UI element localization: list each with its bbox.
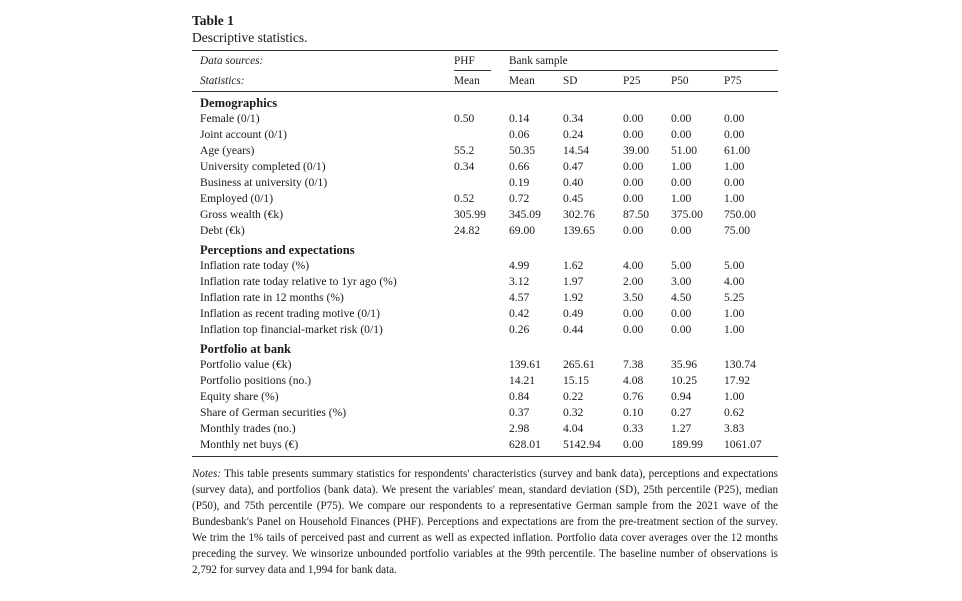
table-cell: 39.00 [623, 144, 650, 157]
table-cell: 0.00 [724, 112, 745, 125]
table-row [192, 306, 778, 322]
table-cell: 1.00 [724, 390, 745, 403]
table-cell: 15.15 [563, 374, 590, 387]
notes-label: Notes: [192, 468, 221, 480]
table-cell: 0.37 [509, 406, 530, 419]
table-cell: 1061.07 [724, 438, 762, 451]
row-label: Inflation rate in 12 months (%) [200, 291, 344, 304]
table-cell: 1.92 [563, 291, 584, 304]
table-row [192, 437, 778, 453]
table-cell: 0.44 [563, 323, 584, 336]
col-header-phf-mean: Mean [454, 75, 480, 87]
table-cell: 1.62 [563, 259, 584, 272]
table-cell: 0.42 [509, 307, 530, 320]
table-cell: 0.62 [724, 406, 745, 419]
table-cell: 0.00 [724, 128, 745, 141]
row-label: Monthly trades (no.) [200, 422, 296, 435]
table-cell: 1.00 [671, 192, 692, 205]
section-heading: Demographics [200, 96, 278, 110]
table-cell: 375.00 [671, 208, 703, 221]
table-cell: 17.92 [724, 374, 751, 387]
table-cell: 3.50 [623, 291, 644, 304]
table-cell: 0.32 [563, 406, 584, 419]
table-cell: 189.99 [671, 438, 703, 451]
table-row [192, 405, 778, 421]
table-cell: 0.14 [509, 112, 530, 125]
table-cell: 4.57 [509, 291, 530, 304]
bank-sample-header: Bank sample [509, 55, 568, 67]
table-cell: 345.09 [509, 208, 541, 221]
row-label: Debt (€k) [200, 224, 245, 237]
table-cell: 0.10 [623, 406, 644, 419]
row-label: Equity share (%) [200, 390, 279, 403]
table-cell: 750.00 [724, 208, 756, 221]
table-cell: 1.00 [671, 160, 692, 173]
table-cell: 75.00 [724, 224, 751, 237]
row-label: Inflation as recent trading motive (0/1) [200, 307, 380, 320]
row-label: Joint account (0/1) [200, 128, 287, 141]
table-cell: 139.65 [563, 224, 595, 237]
table-cell: 0.33 [623, 422, 644, 435]
table-cell: 0.66 [509, 160, 530, 173]
table-cell: 1.97 [563, 275, 584, 288]
table-row [192, 191, 778, 207]
table-container [192, 12, 778, 578]
table-cell: 0.24 [563, 128, 584, 141]
table-cell: 0.45 [563, 192, 584, 205]
table-cell: 628.01 [509, 438, 541, 451]
table-title: Table 1 [192, 13, 234, 28]
row-label: Portfolio positions (no.) [200, 374, 312, 387]
header-row-sources [192, 51, 778, 71]
col-header-p25: P25 [623, 75, 641, 87]
table-cell: 0.34 [454, 160, 475, 173]
table-cell: 0.00 [724, 176, 745, 189]
table-cell: 0.49 [563, 307, 584, 320]
row-label: Gross wealth (€k) [200, 208, 284, 221]
table-cell: 0.00 [671, 176, 692, 189]
table-cell: 35.96 [671, 358, 698, 371]
table-row [192, 322, 778, 338]
table-cell: 0.00 [623, 323, 644, 336]
row-label: Portfolio value (€k) [200, 358, 292, 371]
table-cell: 5.00 [724, 259, 745, 272]
table-cell: 1.00 [724, 307, 745, 320]
section-heading: Portfolio at bank [200, 342, 291, 356]
table-cell: 0.00 [671, 128, 692, 141]
table-cell: 4.99 [509, 259, 530, 272]
table-cell: 0.22 [563, 390, 584, 403]
table-cell: 265.61 [563, 358, 595, 371]
table-cell: 0.00 [623, 128, 644, 141]
table-cell: 0.00 [623, 224, 644, 237]
table-cell: 4.08 [623, 374, 644, 387]
table-cell: 61.00 [724, 144, 751, 157]
table-cell: 0.72 [509, 192, 530, 205]
table-cell: 2.98 [509, 422, 530, 435]
table-row [192, 223, 778, 239]
col-header-p75: P75 [724, 75, 742, 87]
row-label: Female (0/1) [200, 112, 260, 125]
col-header-p50: P50 [671, 75, 689, 87]
table-cell: 3.83 [724, 422, 745, 435]
table-cell: 4.00 [724, 275, 745, 288]
table-cell: 69.00 [509, 224, 536, 237]
data-sources-label: Data sources: [200, 55, 264, 67]
phf-header: PHF [454, 55, 475, 67]
table-cell: 0.00 [671, 112, 692, 125]
table-cell: 0.00 [671, 224, 692, 237]
bottom-rule [192, 456, 778, 457]
table-cell: 0.27 [671, 406, 692, 419]
table-cell: 14.21 [509, 374, 536, 387]
table-cell: 0.84 [509, 390, 530, 403]
table-row [192, 127, 778, 143]
table-row [192, 373, 778, 389]
table-cell: 50.35 [509, 144, 536, 157]
row-label: Share of German securities (%) [200, 406, 347, 419]
table-cell: 87.50 [623, 208, 650, 221]
table-row [192, 357, 778, 373]
table-row [192, 389, 778, 405]
table-cell: 5.00 [671, 259, 692, 272]
table-row [192, 175, 778, 191]
table-cell: 130.74 [724, 358, 756, 371]
table-cell: 1.27 [671, 422, 692, 435]
table-cell: 0.00 [623, 160, 644, 173]
table-row [192, 111, 778, 127]
table-cell: 0.00 [623, 438, 644, 451]
row-label: Employed (0/1) [200, 192, 274, 205]
table-row [192, 159, 778, 175]
table-cell: 1.00 [724, 160, 745, 173]
table-cell: 0.00 [671, 307, 692, 320]
table-row [192, 143, 778, 159]
table-cell: 51.00 [671, 144, 698, 157]
table-cell: 0.34 [563, 112, 584, 125]
table-cell: 139.61 [509, 358, 541, 371]
table-cell: 0.26 [509, 323, 530, 336]
table-cell: 0.40 [563, 176, 584, 189]
table-row [192, 290, 778, 306]
row-label: University completed (0/1) [200, 160, 326, 173]
notes-text: This table presents summary statistics for respondents' characteristics (survey and bank data), perceptions and expectations (survey data), and portfolios (bank data). We present the variables' mean, standard deviation (SD), 25th percentile (P25), median (P50), and 75th percentile (P75). We compare our respondents to a representative German sample from the 2021 wave of the Bundesbank's Panel on Household Finances (PHF). Perceptions and expectations are from the pre-treatment section of the survey. We trim the 1% tails of perceived past and current as well as expected inflation. Portfolio data cover averages over the 12 months preceding the survey. We winsorize unbounded portfolio variables at the 99th percentile. The baseline number of observations is 2,792 for survey data and 1,994 for bank data. [192, 468, 778, 576]
table-cell: 0.00 [623, 307, 644, 320]
table-cell: 55.2 [454, 144, 475, 157]
row-label: Inflation rate today (%) [200, 259, 310, 272]
table-cell: 2.00 [623, 275, 644, 288]
table-cell: 0.00 [623, 112, 644, 125]
table-cell: 7.38 [623, 358, 644, 371]
table-cell: 5.25 [724, 291, 745, 304]
section-heading: Perceptions and expectations [200, 243, 355, 257]
table-cell: 0.00 [623, 176, 644, 189]
table-cell: 4.00 [623, 259, 644, 272]
table-caption: Descriptive statistics. [192, 30, 308, 45]
table-cell: 0.19 [509, 176, 530, 189]
table-cell: 4.04 [563, 422, 584, 435]
table-row [192, 258, 778, 274]
table-row [192, 274, 778, 290]
table-row [192, 207, 778, 223]
table-cell: 4.50 [671, 291, 692, 304]
table-cell: 0.47 [563, 160, 584, 173]
col-header-sd: SD [563, 75, 578, 87]
table-cell: 0.76 [623, 390, 644, 403]
table-body [192, 95, 778, 453]
table-cell: 24.82 [454, 224, 481, 237]
table-notes [192, 466, 778, 578]
table-cell: 10.25 [671, 374, 698, 387]
table-cell: 0.00 [623, 192, 644, 205]
table-cell: 0.50 [454, 112, 475, 125]
table-row [192, 421, 778, 437]
statistics-label: Statistics: [200, 75, 245, 87]
table-cell: 3.12 [509, 275, 530, 288]
header-row-statistics [192, 71, 778, 91]
row-label: Inflation rate today relative to 1yr ago (%) [200, 275, 397, 288]
table-cell: 302.76 [563, 208, 595, 221]
table-cell: 0.52 [454, 192, 475, 205]
table-cell: 0.06 [509, 128, 530, 141]
table-cell: 14.54 [563, 144, 590, 157]
row-label: Business at university (0/1) [200, 176, 328, 189]
table-cell: 305.99 [454, 208, 486, 221]
table-cell: 0.94 [671, 390, 692, 403]
table-cell: 1.00 [724, 323, 745, 336]
row-label: Inflation top financial-market risk (0/1) [200, 323, 383, 336]
col-header-bank-mean: Mean [509, 75, 535, 87]
table-cell: 0.00 [671, 323, 692, 336]
table-cell: 5142.94 [563, 438, 601, 451]
table-cell: 3.00 [671, 275, 692, 288]
header-rule [192, 91, 778, 92]
row-label: Age (years) [200, 144, 255, 157]
table-cell: 1.00 [724, 192, 745, 205]
row-label: Monthly net buys (€) [200, 438, 299, 451]
